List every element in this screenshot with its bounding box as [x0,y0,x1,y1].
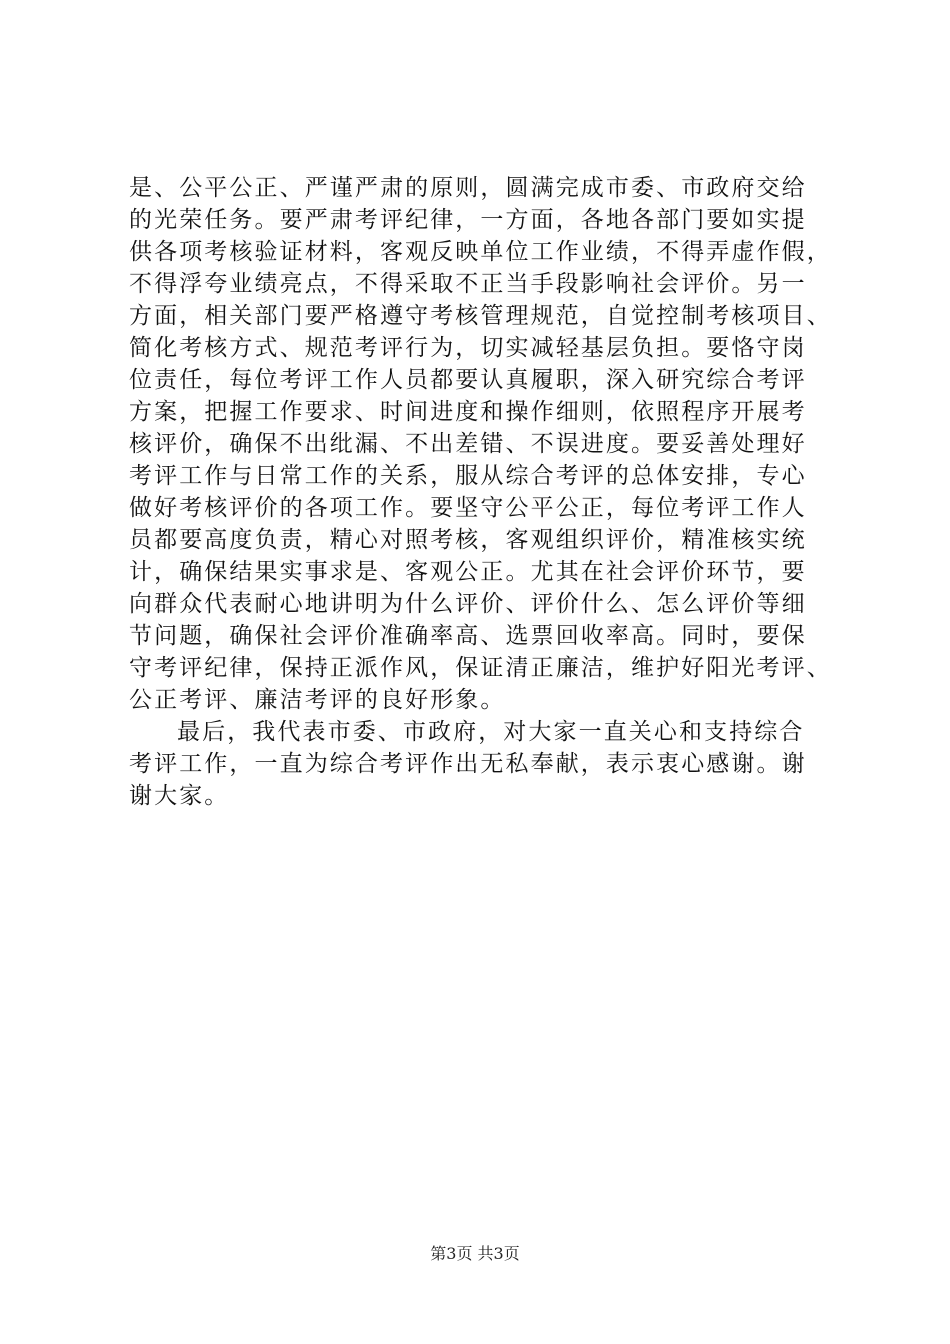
text-line: 考评工作，一直为综合考评作出无私奉献，表示衷心感谢。谢 [129,751,807,777]
text-line: 核评价，确保不出纰漏、不出差错、不误进度。要妥善处理好 [129,431,807,457]
paragraph-first-line: 最后，我代表市委、市政府，对大家一直关心和支持综合 [177,719,805,745]
text-line: 做好考核评价的各项工作。要坚守公平公正，每位考评工作人 [129,495,807,521]
text-line: 方面，相关部门要严格遵守考核管理规范，自觉控制考核项目、 [129,303,832,329]
text-line: 供各项考核验证材料，客观反映单位工作业绩，不得弄虚作假， [129,239,832,265]
text-line: 考评工作与日常工作的关系，服从综合考评的总体安排，专心 [129,463,807,489]
text-line: 不得浮夸业绩亮点，不得采取不正当手段影响社会评价。另一 [129,271,807,297]
document-body [129,172,832,812]
text-line: 节问题，确保社会评价准确率高、选票回收率高。同时，要保 [129,623,807,649]
page-number-footer: 第3页 共3页 [430,1244,520,1263]
text-line: 是、公平公正、严谨严肃的原则，圆满完成市委、市政府交给 [129,175,807,201]
text-line: 员都要高度负责，精心对照考核，客观组织评价，精准核实统 [129,527,807,553]
text-line: 位责任，每位考评工作人员都要认真履职，深入研究综合考评 [129,367,807,393]
text-line: 简化考核方式、规范考评行为，切实减轻基层负担。要恪守岗 [129,335,807,361]
text-line: 计，确保结果实事求是、客观公正。尤其在社会评价环节，要 [129,559,807,585]
text-line: 公正考评、廉洁考评的良好形象。 [129,687,506,713]
text-line: 守考评纪律，保持正派作风，保证清正廉洁，维护好阳光考评、 [129,655,832,681]
text-line: 的光荣任务。要严肃考评纪律，一方面，各地各部门要如实提 [129,207,807,233]
text-line: 谢大家。 [129,783,230,809]
text-line: 方案，把握工作要求、时间进度和操作细则，依照程序开展考 [129,399,807,425]
text-line: 向群众代表耐心地讲明为什么评价、评价什么、怎么评价等细 [129,591,807,617]
